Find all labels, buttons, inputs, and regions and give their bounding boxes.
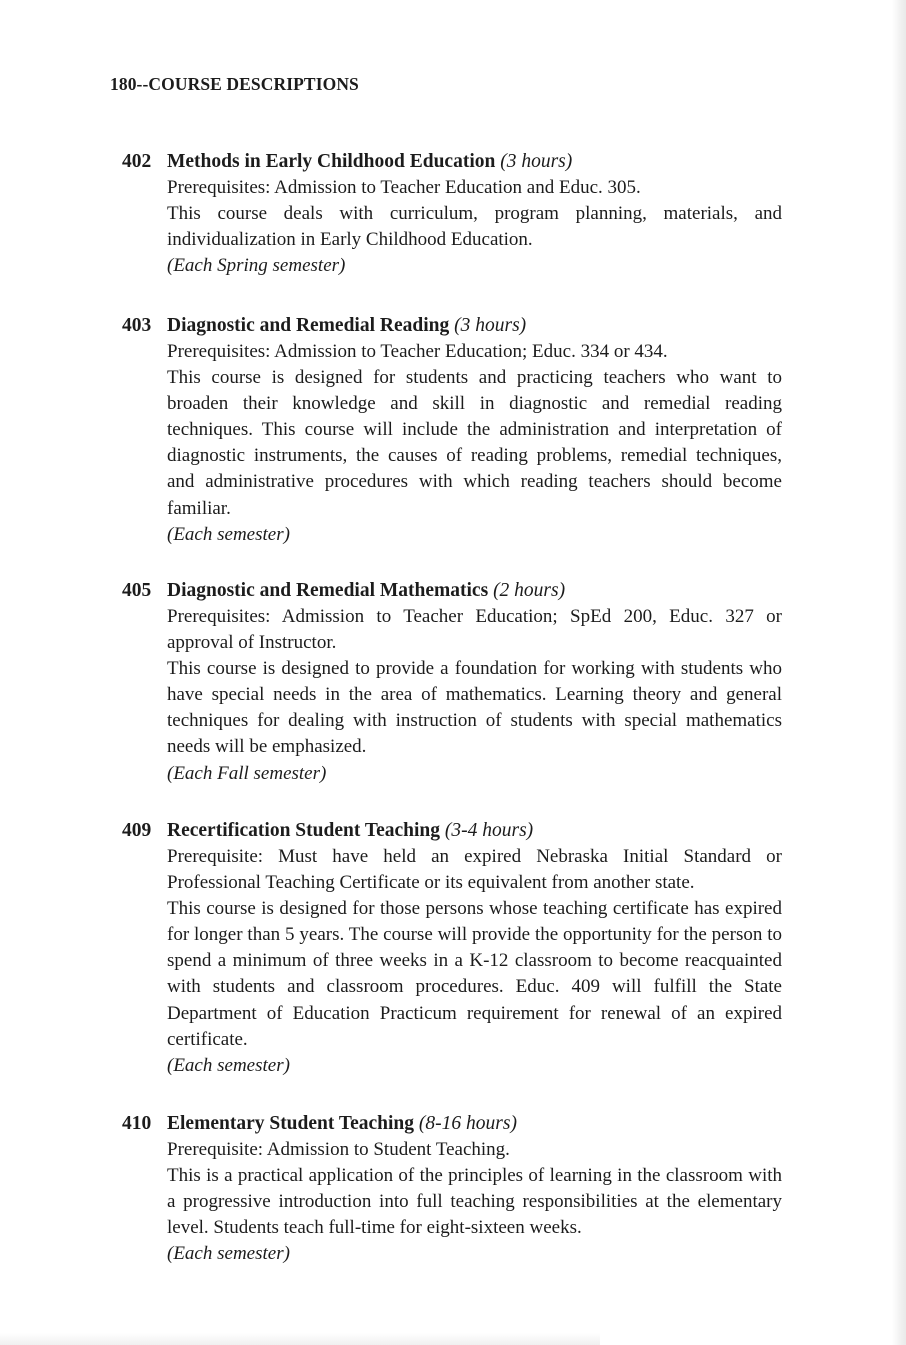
course-header bbox=[122, 1111, 792, 1137]
course-title: Diagnostic and Remedial Mathematics bbox=[167, 580, 489, 601]
course-description: This is a practical application of the principles of learning in the classroom with a progressive introduction into full teaching responsibilities at the elementary level. Students teach full-time for eight-sixteen weeks. bbox=[167, 1165, 782, 1239]
course-hours: (2 hours) bbox=[493, 580, 566, 601]
course-offering: (Each semester) bbox=[167, 523, 290, 545]
course-prerequisites: Prerequisites: Admission to Teacher Education; SpEd 200, Educ. 327 or approval of Instructor. bbox=[167, 606, 782, 654]
course-offering: (Each Fall semester) bbox=[167, 762, 327, 784]
course-entry-402 bbox=[122, 149, 792, 279]
course-title: Elementary Student Teaching bbox=[167, 1113, 415, 1134]
course-body bbox=[167, 339, 782, 548]
course-body bbox=[167, 844, 782, 1079]
course-description: This course deals with curriculum, program planning, materials, and individualization in Early Childhood Education. bbox=[167, 203, 782, 251]
course-number: 410 bbox=[122, 1113, 152, 1134]
course-header bbox=[122, 578, 792, 604]
course-description: This course is designed to provide a foundation for working with students who have special needs in the area of mathematics. Learning theory and general techniques for dealing with instruction of students with special mathematics needs will be emphasized. bbox=[167, 658, 782, 758]
course-hours: (3 hours) bbox=[454, 315, 527, 336]
course-offering: (Each semester) bbox=[167, 1054, 290, 1076]
page-edge-shadow bbox=[892, 0, 906, 1345]
course-hours: (3-4 hours) bbox=[444, 820, 534, 841]
course-offering: (Each semester) bbox=[167, 1243, 290, 1265]
course-prerequisites: Prerequisites: Admission to Teacher Education and Educ. 305. bbox=[167, 177, 641, 198]
course-header bbox=[122, 818, 792, 844]
page-bottom-shadow bbox=[0, 1333, 600, 1345]
course-entry-405 bbox=[122, 578, 792, 787]
course-prerequisites: Prerequisite: Admission to Student Teaching. bbox=[167, 1139, 510, 1160]
course-body bbox=[167, 1137, 782, 1267]
course-description: This course is designed for students and practicing teachers who want to broaden their knowledge and skill in diagnostic and remedial reading techniques. This course will include the administration and interpretation of diagnostic instruments, the causes of reading problems, remedial techniques, and administrative procedures with which reading teachers should become familiar. bbox=[167, 367, 782, 519]
course-title: Diagnostic and Remedial Reading bbox=[167, 315, 450, 336]
running-head: 180--COURSE DESCRIPTIONS bbox=[110, 74, 359, 94]
course-hours: (8-16 hours) bbox=[418, 1113, 517, 1134]
course-entry-409 bbox=[122, 818, 792, 1079]
course-entry-410 bbox=[122, 1111, 792, 1267]
course-number: 405 bbox=[122, 580, 152, 601]
course-body bbox=[167, 604, 782, 787]
course-title: Recertification Student Teaching bbox=[167, 820, 440, 841]
course-header bbox=[122, 149, 792, 175]
course-entry-403 bbox=[122, 313, 792, 548]
course-body bbox=[167, 175, 782, 279]
course-offering: (Each Spring semester) bbox=[167, 255, 346, 277]
course-prerequisites: Prerequisite: Must have held an expired Nebraska Initial Standard or Professional Teaching Certificate or its equivalent from another state. bbox=[167, 846, 782, 894]
course-hours: (3 hours) bbox=[500, 151, 573, 172]
course-prerequisites: Prerequisites: Admission to Teacher Education; Educ. 334 or 434. bbox=[167, 341, 668, 362]
course-number: 403 bbox=[122, 315, 152, 336]
course-number: 409 bbox=[122, 820, 152, 841]
course-header bbox=[122, 313, 792, 339]
course-title: Methods in Early Childhood Education bbox=[167, 151, 496, 172]
course-number: 402 bbox=[122, 151, 152, 172]
course-description: This course is designed for those persons whose teaching certificate has expired for longer than 5 years. The course will provide the opportunity for the person to spend a minimum of three weeks in a K-12 classroom to become reacquainted with students and classroom procedures. Educ. 409 will fulfill the State Department of Education Practicum requirement for renewal of an expired certificate. bbox=[167, 898, 782, 1050]
